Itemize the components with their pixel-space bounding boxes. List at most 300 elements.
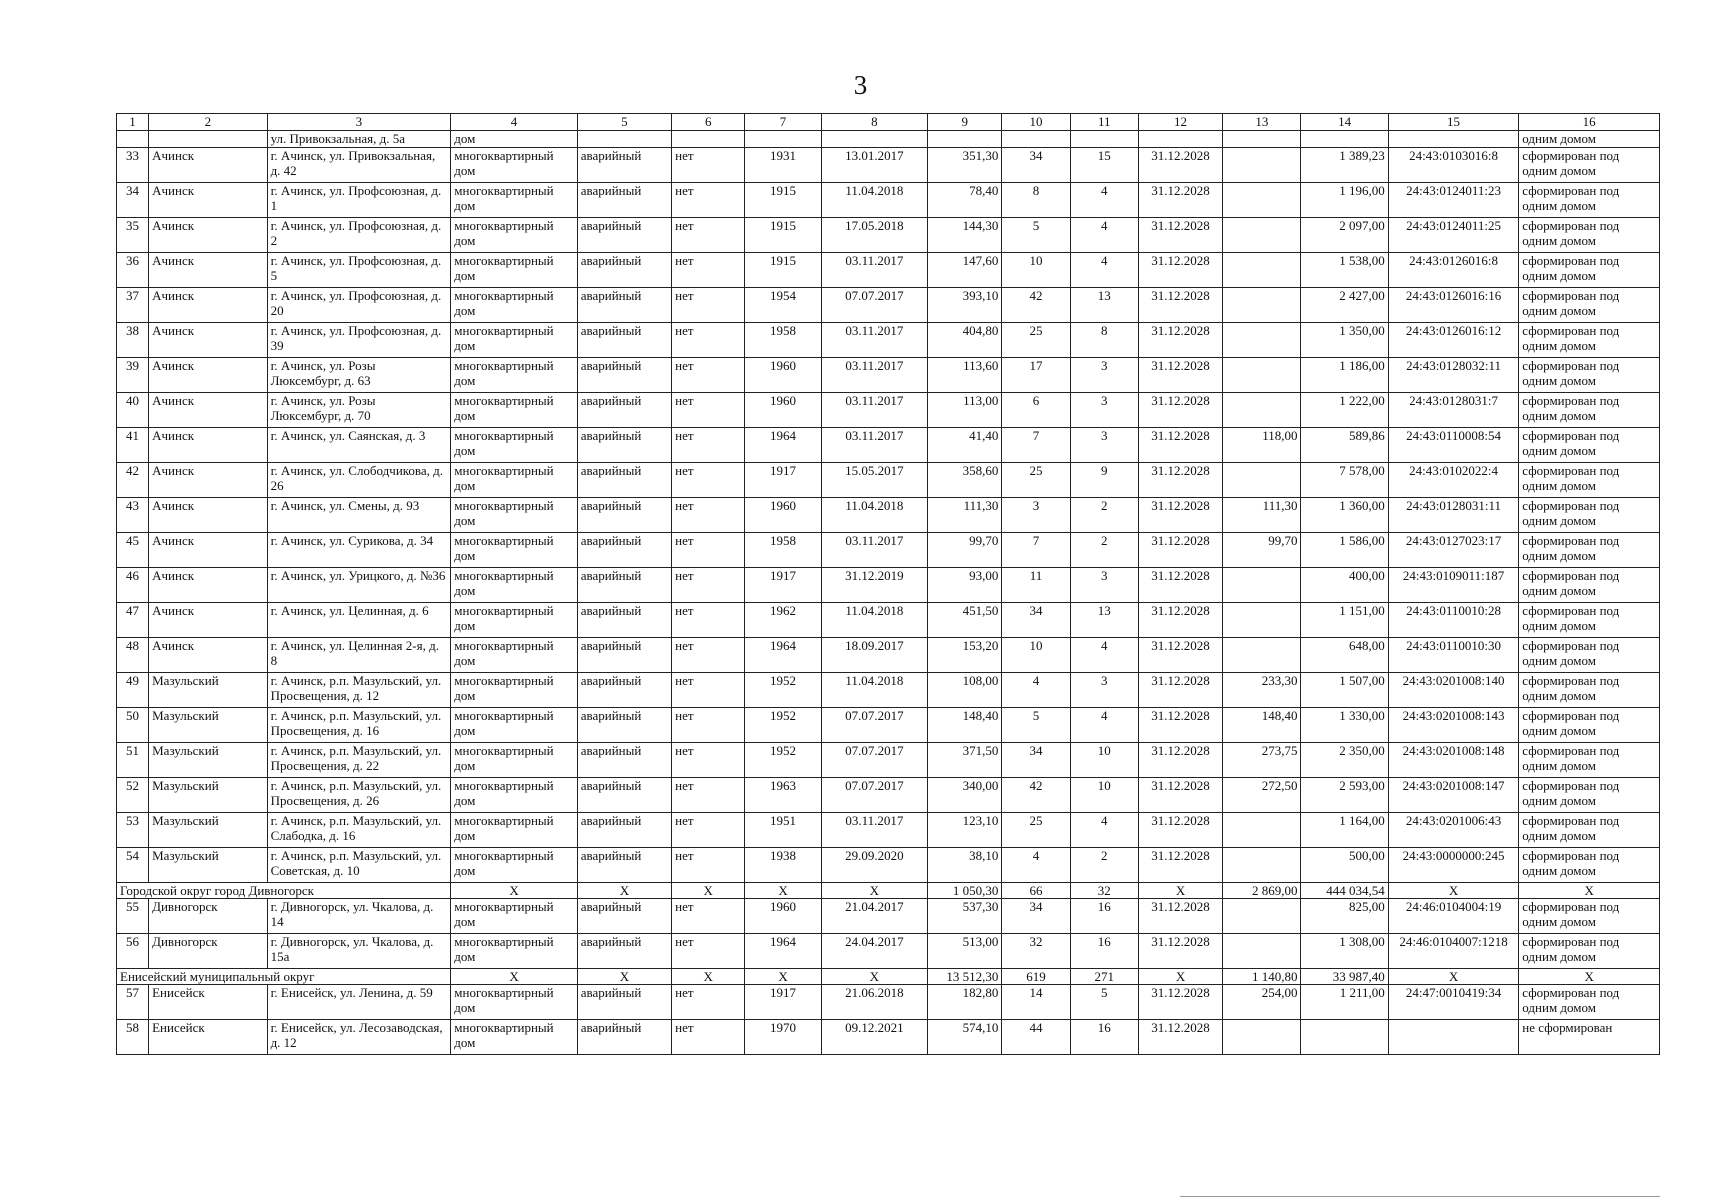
cell-residents: 25 xyxy=(1002,323,1070,358)
cell-address: г. Ачинск, ул. Смены, д. 93 xyxy=(267,498,451,533)
cell-area: Ачинск xyxy=(149,393,267,428)
cell-deadline: 31.12.2028 xyxy=(1138,533,1222,568)
cell-residents: 11 xyxy=(1002,568,1070,603)
cell-date: 03.11.2017 xyxy=(821,358,927,393)
cell-land: сформирован под одним домом xyxy=(1519,568,1660,603)
cell-area: Мазульский xyxy=(149,813,267,848)
cell-residents: 25 xyxy=(1002,813,1070,848)
cell-year: 1960 xyxy=(745,498,821,533)
cell-land: сформирован под одним домом xyxy=(1519,498,1660,533)
cell-deadline: 31.12.2028 xyxy=(1138,708,1222,743)
cell-status: аварийный xyxy=(577,533,671,568)
cell-deadline: 31.12.2028 xyxy=(1138,288,1222,323)
table-row xyxy=(117,533,1660,568)
cell-col14: 1 330,00 xyxy=(1301,708,1388,743)
table-row xyxy=(117,638,1660,673)
table-row xyxy=(117,358,1660,393)
cell-area: Ачинск xyxy=(149,603,267,638)
cell-type: многоквартирный дом xyxy=(451,183,577,218)
table-row xyxy=(117,568,1660,603)
cell-residents: 8 xyxy=(1002,183,1070,218)
cell-address: г. Ачинск, ул. Профсоюзная, д. 2 xyxy=(267,218,451,253)
cell-year: 1931 xyxy=(745,148,821,183)
cell-status: аварийный xyxy=(577,498,671,533)
cell-cadastral: 24:43:0000000:245 xyxy=(1388,848,1519,883)
cell-date: 31.12.2019 xyxy=(821,568,927,603)
cell-residents: 4 xyxy=(1002,848,1070,883)
cell-deadline: 31.12.2028 xyxy=(1138,463,1222,498)
cell-flag: нет xyxy=(672,183,745,218)
cell-year: 1964 xyxy=(745,428,821,463)
cell-date: 21.06.2018 xyxy=(821,985,927,1020)
cell-type: многоквартирный дом xyxy=(451,848,577,883)
cell-address: г. Ачинск, ул. Целинная 2-я, д. 8 xyxy=(267,638,451,673)
cell-total-area: 351,30 xyxy=(928,148,1002,183)
cell-year: 1960 xyxy=(745,358,821,393)
cell-residents: 32 xyxy=(1002,934,1070,969)
cell-residents: 7 xyxy=(1002,428,1070,463)
section-total-area: 13 512,30 xyxy=(928,969,1002,985)
cell-year: 1951 xyxy=(745,813,821,848)
cell-year: 1964 xyxy=(745,934,821,969)
cell-type: многоквартирный дом xyxy=(451,393,577,428)
cell-type: многоквартирный дом xyxy=(451,708,577,743)
cell-type: многоквартирный дом xyxy=(451,934,577,969)
cell-year: 1952 xyxy=(745,673,821,708)
cell-col14 xyxy=(1301,1020,1388,1055)
column-header: 3 xyxy=(267,114,451,131)
cell-address: г. Ачинск, ул. Саянская, д. 3 xyxy=(267,428,451,463)
cell-type: многоквартирный дом xyxy=(451,148,577,183)
cell-land: сформирован под одним домом xyxy=(1519,934,1660,969)
cell-area: Дивногорск xyxy=(149,899,267,934)
cell-land: сформирован под одним домом xyxy=(1519,899,1660,934)
table-row xyxy=(117,183,1660,218)
cell-col13 xyxy=(1223,1020,1301,1055)
section-title: Городской округ город Дивногорск xyxy=(117,883,451,899)
cell-number: 46 xyxy=(117,568,149,603)
cell-col13 xyxy=(1223,393,1301,428)
cell-apartments: 4 xyxy=(1070,253,1138,288)
cell-apartments: 13 xyxy=(1070,603,1138,638)
table-row xyxy=(117,708,1660,743)
cell-area: Ачинск xyxy=(149,568,267,603)
cell-apartments: 4 xyxy=(1070,183,1138,218)
cell-status: аварийный xyxy=(577,603,671,638)
cell-number: 49 xyxy=(117,673,149,708)
cell-flag: нет xyxy=(672,934,745,969)
cell-cadastral: 24:43:0103016:8 xyxy=(1388,148,1519,183)
cell-cadastral: 24:43:0201006:43 xyxy=(1388,813,1519,848)
cell-flag: нет xyxy=(672,568,745,603)
column-header: 4 xyxy=(451,114,577,131)
cell-flag: нет xyxy=(672,603,745,638)
cell-total-area: 38,10 xyxy=(928,848,1002,883)
cell-area: Ачинск xyxy=(149,148,267,183)
cell-residents: 5 xyxy=(1002,218,1070,253)
cell-status: аварийный xyxy=(577,568,671,603)
cell-area: Ачинск xyxy=(149,288,267,323)
table-row xyxy=(117,985,1660,1020)
cell-col13 xyxy=(1223,848,1301,883)
cell-year: 1915 xyxy=(745,183,821,218)
cell-col14: 1 151,00 xyxy=(1301,603,1388,638)
cell-col13 xyxy=(1223,288,1301,323)
cell-date: 07.07.2017 xyxy=(821,288,927,323)
cell-area: Мазульский xyxy=(149,743,267,778)
cell-status: аварийный xyxy=(577,934,671,969)
cell-col14: 2 427,00 xyxy=(1301,288,1388,323)
cell-area: Енисейск xyxy=(149,1020,267,1055)
cell-col13 xyxy=(1223,463,1301,498)
cell-x: Х xyxy=(451,969,577,985)
section-total-row xyxy=(117,883,1660,899)
cell-total-area: 404,80 xyxy=(928,323,1002,358)
cell-flag: нет xyxy=(672,393,745,428)
cell-area: Ачинск xyxy=(149,533,267,568)
cell xyxy=(577,131,671,148)
cell-address: г. Енисейск, ул. Ленина, д. 59 xyxy=(267,985,451,1020)
cell-col13 xyxy=(1223,218,1301,253)
cell-col13: 273,75 xyxy=(1223,743,1301,778)
table-row xyxy=(117,463,1660,498)
cell-total-area: 340,00 xyxy=(928,778,1002,813)
cell-col14: 2 097,00 xyxy=(1301,218,1388,253)
cell-number: 55 xyxy=(117,899,149,934)
cell-residents: 42 xyxy=(1002,778,1070,813)
cell-total-area: 148,40 xyxy=(928,708,1002,743)
table-body xyxy=(117,114,1660,1055)
cell xyxy=(821,131,927,148)
cell-status: аварийный xyxy=(577,813,671,848)
cell-col14: 825,00 xyxy=(1301,899,1388,934)
cell-total-area: 144,30 xyxy=(928,218,1002,253)
cell-x: Х xyxy=(1519,883,1660,899)
cell-date: 07.07.2017 xyxy=(821,778,927,813)
cell-col13: 272,50 xyxy=(1223,778,1301,813)
cell-number: 51 xyxy=(117,743,149,778)
column-header: 6 xyxy=(672,114,745,131)
cell-residents: 7 xyxy=(1002,533,1070,568)
cell-type: многоквартирный дом xyxy=(451,323,577,358)
header-row xyxy=(117,114,1660,131)
cell-col13 xyxy=(1223,603,1301,638)
cell-status: аварийный xyxy=(577,1020,671,1055)
cell-number: 57 xyxy=(117,985,149,1020)
cell-residents: 34 xyxy=(1002,899,1070,934)
cell-address: г. Ачинск, ул. Слободчикова, д. 26 xyxy=(267,463,451,498)
section-residents: 66 xyxy=(1002,883,1070,899)
cell-status: аварийный xyxy=(577,638,671,673)
cell-address: г. Ачинск, ул. Сурикова, д. 34 xyxy=(267,533,451,568)
cell-date: 18.09.2017 xyxy=(821,638,927,673)
cell-year: 1952 xyxy=(745,708,821,743)
cell-address: г. Дивногорск, ул. Чкалова, д. 14 xyxy=(267,899,451,934)
cell-type: многоквартирный дом xyxy=(451,218,577,253)
cell-flag: нет xyxy=(672,288,745,323)
cell-area: Ачинск xyxy=(149,358,267,393)
section-col14: 444 034,54 xyxy=(1301,883,1388,899)
cell-address: г. Ачинск, ул. Урицкого, д. №36 xyxy=(267,568,451,603)
cell-date: 03.11.2017 xyxy=(821,428,927,463)
table-row xyxy=(117,428,1660,463)
cell-date: 11.04.2018 xyxy=(821,498,927,533)
cell-cadastral: 24:43:0201008:143 xyxy=(1388,708,1519,743)
section-apartments: 32 xyxy=(1070,883,1138,899)
cell-land: сформирован под одним домом xyxy=(1519,288,1660,323)
cell-status: аварийный xyxy=(577,778,671,813)
cell-number: 43 xyxy=(117,498,149,533)
cell-year: 1938 xyxy=(745,848,821,883)
cell-date: 07.07.2017 xyxy=(821,708,927,743)
column-header: 5 xyxy=(577,114,671,131)
cell-x: Х xyxy=(745,969,821,985)
cell-land: сформирован под одним домом xyxy=(1519,778,1660,813)
cell-x: Х xyxy=(745,883,821,899)
cell-apartments: 16 xyxy=(1070,934,1138,969)
cell xyxy=(672,131,745,148)
cell-residents: 44 xyxy=(1002,1020,1070,1055)
cell-cadastral: 24:43:0128031:11 xyxy=(1388,498,1519,533)
cell-date: 11.04.2018 xyxy=(821,183,927,218)
cell-status: аварийный xyxy=(577,743,671,778)
cell-residents: 10 xyxy=(1002,638,1070,673)
cell-total-area: 111,30 xyxy=(928,498,1002,533)
cell-number: 40 xyxy=(117,393,149,428)
cell-apartments: 15 xyxy=(1070,148,1138,183)
cell-number: 47 xyxy=(117,603,149,638)
cell-col14: 1 164,00 xyxy=(1301,813,1388,848)
cell-land: сформирован под одним домом xyxy=(1519,428,1660,463)
cell-col13: 148,40 xyxy=(1223,708,1301,743)
cell-address: г. Ачинск, ул. Розы Люксембург, д. 63 xyxy=(267,358,451,393)
cell-apartments: 16 xyxy=(1070,1020,1138,1055)
cell xyxy=(1223,131,1301,148)
cell-number: 54 xyxy=(117,848,149,883)
cell-number: 41 xyxy=(117,428,149,463)
cell-cadastral: 24:43:0124011:23 xyxy=(1388,183,1519,218)
cell-address: г. Ачинск, ул. Профсоюзная, д. 5 xyxy=(267,253,451,288)
cell-status: аварийный xyxy=(577,463,671,498)
section-total-row xyxy=(117,969,1660,985)
cell-x: Х xyxy=(821,969,927,985)
cell-col14: 589,86 xyxy=(1301,428,1388,463)
cell-address: г. Ачинск, ул. Розы Люксембург, д. 70 xyxy=(267,393,451,428)
cell xyxy=(1002,131,1070,148)
cell-flag: нет xyxy=(672,985,745,1020)
cell-status: аварийный xyxy=(577,183,671,218)
cell-type: многоквартирный дом xyxy=(451,498,577,533)
cell-type: многоквартирный дом xyxy=(451,358,577,393)
cell-flag: нет xyxy=(672,498,745,533)
cell-apartments: 5 xyxy=(1070,985,1138,1020)
cell-deadline: 31.12.2028 xyxy=(1138,393,1222,428)
cell-cadastral: 24:43:0128032:11 xyxy=(1388,358,1519,393)
cell-year: 1915 xyxy=(745,253,821,288)
table-row xyxy=(117,393,1660,428)
cell-col13 xyxy=(1223,638,1301,673)
cell-flag: нет xyxy=(672,813,745,848)
cell-residents: 3 xyxy=(1002,498,1070,533)
cell-col14: 2 593,00 xyxy=(1301,778,1388,813)
cell-year: 1915 xyxy=(745,218,821,253)
cell-col13 xyxy=(1223,253,1301,288)
cell-land: сформирован под одним домом xyxy=(1519,253,1660,288)
cell-number: 52 xyxy=(117,778,149,813)
cell-residents: 4 xyxy=(1002,673,1070,708)
cell-status: аварийный xyxy=(577,253,671,288)
cell-apartments: 2 xyxy=(1070,533,1138,568)
cell-type: дом xyxy=(451,131,577,148)
cell-flag: нет xyxy=(672,708,745,743)
cell-address: г. Ачинск, р.п. Мазульский, ул. Просвещения, д. 16 xyxy=(267,708,451,743)
cell-cadastral: 24:43:0201008:147 xyxy=(1388,778,1519,813)
cell-col14: 1 222,00 xyxy=(1301,393,1388,428)
cell-address: г. Ачинск, ул. Привокзальная, д. 42 xyxy=(267,148,451,183)
cell-x: Х xyxy=(821,883,927,899)
cell-residents: 5 xyxy=(1002,708,1070,743)
cell-deadline: 31.12.2028 xyxy=(1138,934,1222,969)
cell-date: 03.11.2017 xyxy=(821,253,927,288)
cell-land: сформирован под одним домом xyxy=(1519,358,1660,393)
cell xyxy=(1301,131,1388,148)
cell xyxy=(745,131,821,148)
cell-cadastral: 24:47:0010419:34 xyxy=(1388,985,1519,1020)
cell-deadline: 31.12.2028 xyxy=(1138,985,1222,1020)
cell-deadline: 31.12.2028 xyxy=(1138,568,1222,603)
cell-x: Х xyxy=(1519,969,1660,985)
cell-land: сформирован под одним домом xyxy=(1519,463,1660,498)
cell-flag: нет xyxy=(672,899,745,934)
page-number: 3 xyxy=(853,70,868,100)
section-col13: 1 140,80 xyxy=(1223,969,1301,985)
cell-type: многоквартирный дом xyxy=(451,253,577,288)
cell-land: сформирован под одним домом xyxy=(1519,218,1660,253)
cell-apartments: 3 xyxy=(1070,358,1138,393)
cell-date: 07.07.2017 xyxy=(821,743,927,778)
cell-area: Ачинск xyxy=(149,428,267,463)
cell-col14: 400,00 xyxy=(1301,568,1388,603)
cell-col14: 1 360,00 xyxy=(1301,498,1388,533)
cell-apartments: 3 xyxy=(1070,393,1138,428)
cell-col13 xyxy=(1223,899,1301,934)
cell-type: многоквартирный дом xyxy=(451,1020,577,1055)
cell-area: Енисейск xyxy=(149,985,267,1020)
cell-total-area: 147,60 xyxy=(928,253,1002,288)
table-row xyxy=(117,288,1660,323)
cell-col14: 2 350,00 xyxy=(1301,743,1388,778)
cell-apartments: 2 xyxy=(1070,848,1138,883)
cell-land: сформирован под одним домом xyxy=(1519,183,1660,218)
cell-year: 1917 xyxy=(745,463,821,498)
cell-apartments: 9 xyxy=(1070,463,1138,498)
cell xyxy=(1070,131,1138,148)
cell-apartments: 10 xyxy=(1070,743,1138,778)
cell-col14: 648,00 xyxy=(1301,638,1388,673)
section-col13: 2 869,00 xyxy=(1223,883,1301,899)
table-row xyxy=(117,813,1660,848)
cell-col13: 99,70 xyxy=(1223,533,1301,568)
table-row xyxy=(117,498,1660,533)
section-total-area: 1 050,30 xyxy=(928,883,1002,899)
continuation-row xyxy=(117,131,1660,148)
cell-col13: 118,00 xyxy=(1223,428,1301,463)
cell-status: аварийный xyxy=(577,218,671,253)
cell-col13 xyxy=(1223,323,1301,358)
cell-total-area: 113,60 xyxy=(928,358,1002,393)
cell-area: Ачинск xyxy=(149,463,267,498)
cell-address: г. Ачинск, ул. Профсоюзная, д. 20 xyxy=(267,288,451,323)
cell-cadastral: 24:43:0110010:30 xyxy=(1388,638,1519,673)
cell-total-area: 574,10 xyxy=(928,1020,1002,1055)
cell-number: 48 xyxy=(117,638,149,673)
table-row xyxy=(117,848,1660,883)
cell-number: 37 xyxy=(117,288,149,323)
cell-flag: нет xyxy=(672,848,745,883)
cell-type: многоквартирный дом xyxy=(451,568,577,603)
cell-deadline: 31.12.2028 xyxy=(1138,848,1222,883)
cell-cadastral: 24:43:0126016:12 xyxy=(1388,323,1519,358)
cell-area: Ачинск xyxy=(149,218,267,253)
cell-area: Ачинск xyxy=(149,498,267,533)
cell-address: г. Ачинск, ул. Целинная, д. 6 xyxy=(267,603,451,638)
cell-apartments: 4 xyxy=(1070,708,1138,743)
cell-cadastral: 24:43:0109011:187 xyxy=(1388,568,1519,603)
cell-area: Мазульский xyxy=(149,708,267,743)
cell-col14: 1 389,23 xyxy=(1301,148,1388,183)
cell-year: 1917 xyxy=(745,568,821,603)
cell-status: аварийный xyxy=(577,708,671,743)
table-row xyxy=(117,603,1660,638)
column-header: 9 xyxy=(928,114,1002,131)
cell-number: 56 xyxy=(117,934,149,969)
cell-area: Ачинск xyxy=(149,253,267,288)
cell-type: многоквартирный дом xyxy=(451,743,577,778)
cell-flag: нет xyxy=(672,463,745,498)
cell-area: Мазульский xyxy=(149,848,267,883)
section-col14: 33 987,40 xyxy=(1301,969,1388,985)
cell-col14: 1 350,00 xyxy=(1301,323,1388,358)
cell-apartments: 4 xyxy=(1070,218,1138,253)
cell-col14: 1 538,00 xyxy=(1301,253,1388,288)
cell-date: 13.01.2017 xyxy=(821,148,927,183)
cell-land: сформирован под одним домом xyxy=(1519,673,1660,708)
cell-apartments: 13 xyxy=(1070,288,1138,323)
cell-deadline: 31.12.2028 xyxy=(1138,673,1222,708)
cell-type: многоквартирный дом xyxy=(451,813,577,848)
cell-flag: нет xyxy=(672,533,745,568)
cell-year: 1962 xyxy=(745,603,821,638)
column-header: 14 xyxy=(1301,114,1388,131)
cell-land: одним домом xyxy=(1519,131,1660,148)
cell-year: 1952 xyxy=(745,743,821,778)
cell-deadline: 31.12.2028 xyxy=(1138,358,1222,393)
column-header: 10 xyxy=(1002,114,1070,131)
cell-address: г. Ачинск, р.п. Мазульский, ул. Слабодка, д. 16 xyxy=(267,813,451,848)
table-row xyxy=(117,673,1660,708)
cell-address: г. Дивногорск, ул. Чкалова, д. 15а xyxy=(267,934,451,969)
column-header: 7 xyxy=(745,114,821,131)
column-header: 2 xyxy=(149,114,267,131)
cell-deadline: 31.12.2028 xyxy=(1138,218,1222,253)
cell-date: 03.11.2017 xyxy=(821,533,927,568)
cell-type: многоквартирный дом xyxy=(451,463,577,498)
cell-deadline: 31.12.2028 xyxy=(1138,253,1222,288)
cell-apartments: 3 xyxy=(1070,428,1138,463)
cell-date: 11.04.2018 xyxy=(821,673,927,708)
cell-deadline: 31.12.2028 xyxy=(1138,813,1222,848)
cell-cadastral: 24:43:0201008:148 xyxy=(1388,743,1519,778)
